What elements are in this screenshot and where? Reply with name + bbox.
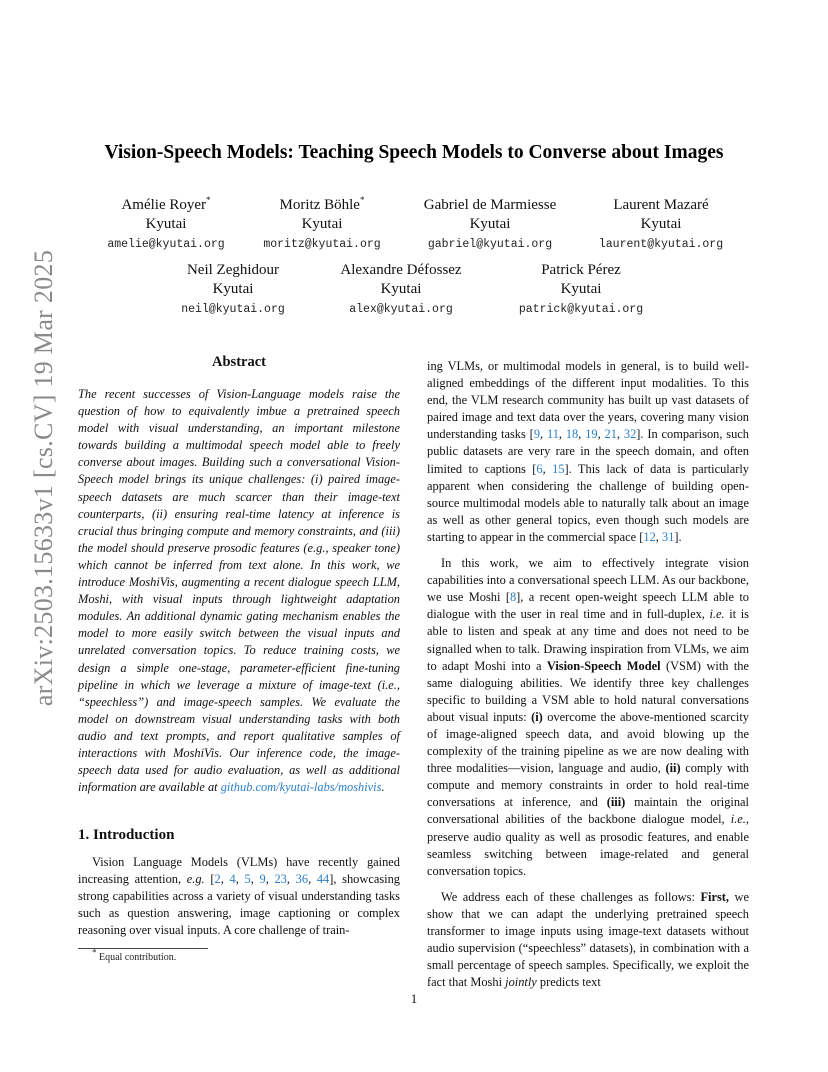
abstract-text: The recent successes of Vision-Language models raise the question of how to equivalently imbue a pretrained speech model with visual understanding, an important milestone towards building a multimodal speech model able to freely converse about images. Building such a conversational Vision-Speech model brings its unique challenges: (i) paired image-speech datasets are much scarcer than their image-text counterparts, (ii) ensuring real-time latency at inference is crucial thus bringing compute and memory constraints, and (iii) the model should preserve prosodic features (e.g., speaker tone) which cannot be inferred from text alone. In this work, we introduce MoshiVis, augmenting a recent dialogue speech LLM, Moshi, with visual inputs through lightweight adaptation modules. An additional dynamic gating mechanism enables the model to more easily switch between the visual inputs and unrelated conversation topics. To reduce training costs, we design a simple one-stage, parameter-efficient fine-tuning pipeline in which we leverage a mixture of image-text (i.e., “speechless”) and image-speech samples. We evaluate the model on downstream visual understanding tasks with both audio and text prompts, and report qualitative samples of interactions with MoshiVis. Our inference code, the image-speech data used for audio evaluation, as well as additional information are available at xyxy=(78,387,400,795)
author-affiliation: Kyutai xyxy=(469,216,511,232)
body-text: We address each of these challenges as follows: xyxy=(441,889,701,904)
enum-marker: (iii) xyxy=(606,795,626,810)
author-block xyxy=(263,196,380,251)
author-marker: * xyxy=(206,195,211,205)
citation-link[interactable]: 11 xyxy=(546,427,559,442)
body-text: ]. This lack of data is particularly apparent when considering the challenge of building open-source multimodal models able to naturally talk about an image as well as other general topics, even though such models are starting to appear in the commercial space [ xyxy=(427,461,749,544)
body-text: maintain the original conversational abilities of the backbone dialogue model, xyxy=(427,795,749,827)
author-marker: * xyxy=(359,195,365,205)
body-italic: i.e. xyxy=(709,607,725,622)
body-text: we show that we can adapt the underlying pretrained speech transformer to image inputs using image-text datasets without audio supervision (“speechless” datasets), in combination with a small percentage of speech samples. Specifically, we exploit the fact that Moshi xyxy=(427,889,749,990)
citation-link[interactable]: 44 xyxy=(316,872,330,887)
body-italic: i.e. xyxy=(730,812,746,827)
footnote-divider xyxy=(78,948,208,949)
author-email[interactable]: patrick@kyutai.org xyxy=(518,303,644,316)
author-affiliation: Kyutai xyxy=(560,281,602,297)
abstract-paragraph xyxy=(78,386,400,796)
author-email[interactable]: laurent@kyutai.org xyxy=(598,238,724,251)
abstract-heading: Abstract xyxy=(212,354,266,370)
citation-link[interactable]: 21 xyxy=(604,427,617,442)
citation-link[interactable]: 6 xyxy=(536,461,543,476)
citation-link[interactable]: 23 xyxy=(274,872,287,887)
body-text: predicts text xyxy=(536,975,601,990)
citation-link[interactable]: 36 xyxy=(295,872,309,887)
body-text: it is able to listen and speak at any time and does not need to be signalled when to talk. Drawing inspiration from VLMs, we aim to adapt Moshi into a xyxy=(427,607,749,673)
abstract-end: . xyxy=(381,780,385,795)
citation-link[interactable]: 8 xyxy=(509,590,517,605)
author-block xyxy=(340,261,461,316)
author-affiliation: Kyutai xyxy=(301,216,343,232)
author-name: Laurent Mazaré xyxy=(613,197,709,213)
footnote xyxy=(92,947,177,963)
body-text: overcome the above-mentioned scarcity of image-aligned speech data, and avoid blowing up the complexity of the training pipeline as we are now dealing with three modalities—vision, language and audio, xyxy=(427,709,749,776)
intro-text: ], showcasing strong capabilities across a variety of visual understanding tasks such as question answering, image captioning or complex reasoning over visual inputs. A core challenge of train- xyxy=(78,872,400,938)
body-text: (VSM) with the same dialoguing abilities. We identify three key challenges specific to building a VSM able to hold natural conversations about visual inputs: xyxy=(427,658,750,724)
footnote-text: Equal contribution. xyxy=(96,952,177,963)
intro-text: Vision Language Models (VLMs) have recently gained increasing attention, xyxy=(78,855,400,887)
right-column-body xyxy=(427,358,749,991)
abstract-body xyxy=(78,386,400,796)
author-name: Amélie Royer xyxy=(121,197,207,213)
intro-eg: e.g. xyxy=(186,872,205,887)
author-email[interactable]: neil@kyutai.org xyxy=(181,303,285,316)
enum-marker: (ii) xyxy=(665,761,681,776)
citation-link[interactable]: 19 xyxy=(585,427,598,442)
body-italic: jointly xyxy=(505,975,537,990)
citation-link[interactable]: 15 xyxy=(552,461,565,476)
body-text: ing VLMs, or multimodal models in general, is to build well-aligned embeddings of the different input modalities. To this end, the VLM research community has built up vast datasets of paired image and text data over the years, covering many vision understanding tasks [ xyxy=(427,359,749,442)
author-block xyxy=(181,261,285,316)
citation-link[interactable]: 5 xyxy=(244,872,251,887)
intro-bracket: [ xyxy=(204,872,215,887)
citation-link[interactable]: 4 xyxy=(229,872,236,887)
body-text: , preserve audio quality as well as prosodic features, and enable seamless switching between image-related and general conversation topics. xyxy=(427,812,749,878)
right-paragraph-1: ing VLMs, or multimodal models in general, is to build well-aligned embeddings of the different input modalities. To this end, the VLM research community has built up vast datasets of paired image and text data over the years, covering many vision understanding tasks [9, 11, 18, 19, 21, 32]. In comparison, such public datasets are very rare in the speech domain, and often limited to captions [6, 15]. This lack of data is particularly apparent when considering the challenge of building open-source multimodal models able to naturally talk about an image as well as other general topics, even though such models are starting to appear in the commercial space [12, 31]. xyxy=(427,359,749,544)
author-affiliation: Kyutai xyxy=(212,281,254,297)
citation-link[interactable]: 12 xyxy=(643,529,656,544)
author-name: Alexandre Défossez xyxy=(340,262,462,278)
citation-link[interactable]: 32 xyxy=(623,427,637,442)
citation-link[interactable]: 31 xyxy=(662,529,675,544)
citation-link[interactable]: 9 xyxy=(533,427,541,442)
author-email[interactable]: alex@kyutai.org xyxy=(349,303,453,316)
body-text: In this work, we aim to effectively integrate vision capabilities into a conversational speech LLM. As our backbone, we use Moshi [ xyxy=(427,556,749,605)
author-affiliation: Kyutai xyxy=(380,281,422,297)
body-text: comply with compute and memory constraints in order to hold real-time conversations at inference, and xyxy=(427,761,750,810)
section-heading-introduction: 1. Introduction xyxy=(78,827,175,843)
author-affiliation: Kyutai xyxy=(145,216,187,232)
footnote-marker: * xyxy=(92,947,97,958)
citation-link[interactable]: 9 xyxy=(259,872,266,887)
body-bold: First, xyxy=(700,889,729,904)
arxiv-identifier: arXiv:2503.15633v1 [cs.CV] 19 Mar 2025 xyxy=(29,249,58,707)
author-block xyxy=(424,196,556,251)
author-name: Moritz Böhle xyxy=(279,197,360,213)
introduction-body xyxy=(78,854,400,939)
author-name: Patrick Pérez xyxy=(541,262,621,278)
author-email[interactable]: amelie@kyutai.org xyxy=(107,238,225,251)
author-block xyxy=(599,196,723,251)
author-email[interactable]: moritz@kyutai.org xyxy=(263,238,381,251)
right-paragraph-3 xyxy=(427,889,749,992)
author-name: Gabriel de Marmiesse xyxy=(423,197,557,213)
intro-paragraph: Vision Language Models (VLMs) have recently gained increasing attention, e.g. [2, 4, 5, 9, 23, 36, 44], showcasing strong capabilities across a variety of visual understanding tasks such as question answering, image captioning or complex reasoning over visual inputs. A core challenge of train- xyxy=(78,855,400,938)
author-block xyxy=(519,261,643,316)
author-affiliation: Kyutai xyxy=(640,216,682,232)
body-text: ]. In comparison, such public datasets are very rare in the speech domain, and often limited to captions [ xyxy=(427,427,749,476)
author-name: Neil Zeghidour xyxy=(186,262,280,278)
page-number: 1 xyxy=(410,991,418,1006)
body-bold: Vision-Speech Model xyxy=(546,658,661,673)
paper-title: Vision-Speech Models: Teaching Speech Models to Converse about Images xyxy=(104,142,724,163)
citation-link[interactable]: 18 xyxy=(565,427,579,442)
repository-link[interactable]: github.com/kyutai-labs/moshivis xyxy=(220,780,382,795)
enum-marker: (i) xyxy=(531,709,543,724)
author-email[interactable]: gabriel@kyutai.org xyxy=(427,238,553,251)
body-text: ], a recent open-weight speech LLM able to dialogue with the user in real time and in full-duplex, xyxy=(427,590,749,622)
body-text: ]. xyxy=(674,529,682,544)
citation-link[interactable]: 2 xyxy=(214,872,221,887)
right-paragraph-2 xyxy=(427,555,749,880)
author-block xyxy=(107,196,224,251)
